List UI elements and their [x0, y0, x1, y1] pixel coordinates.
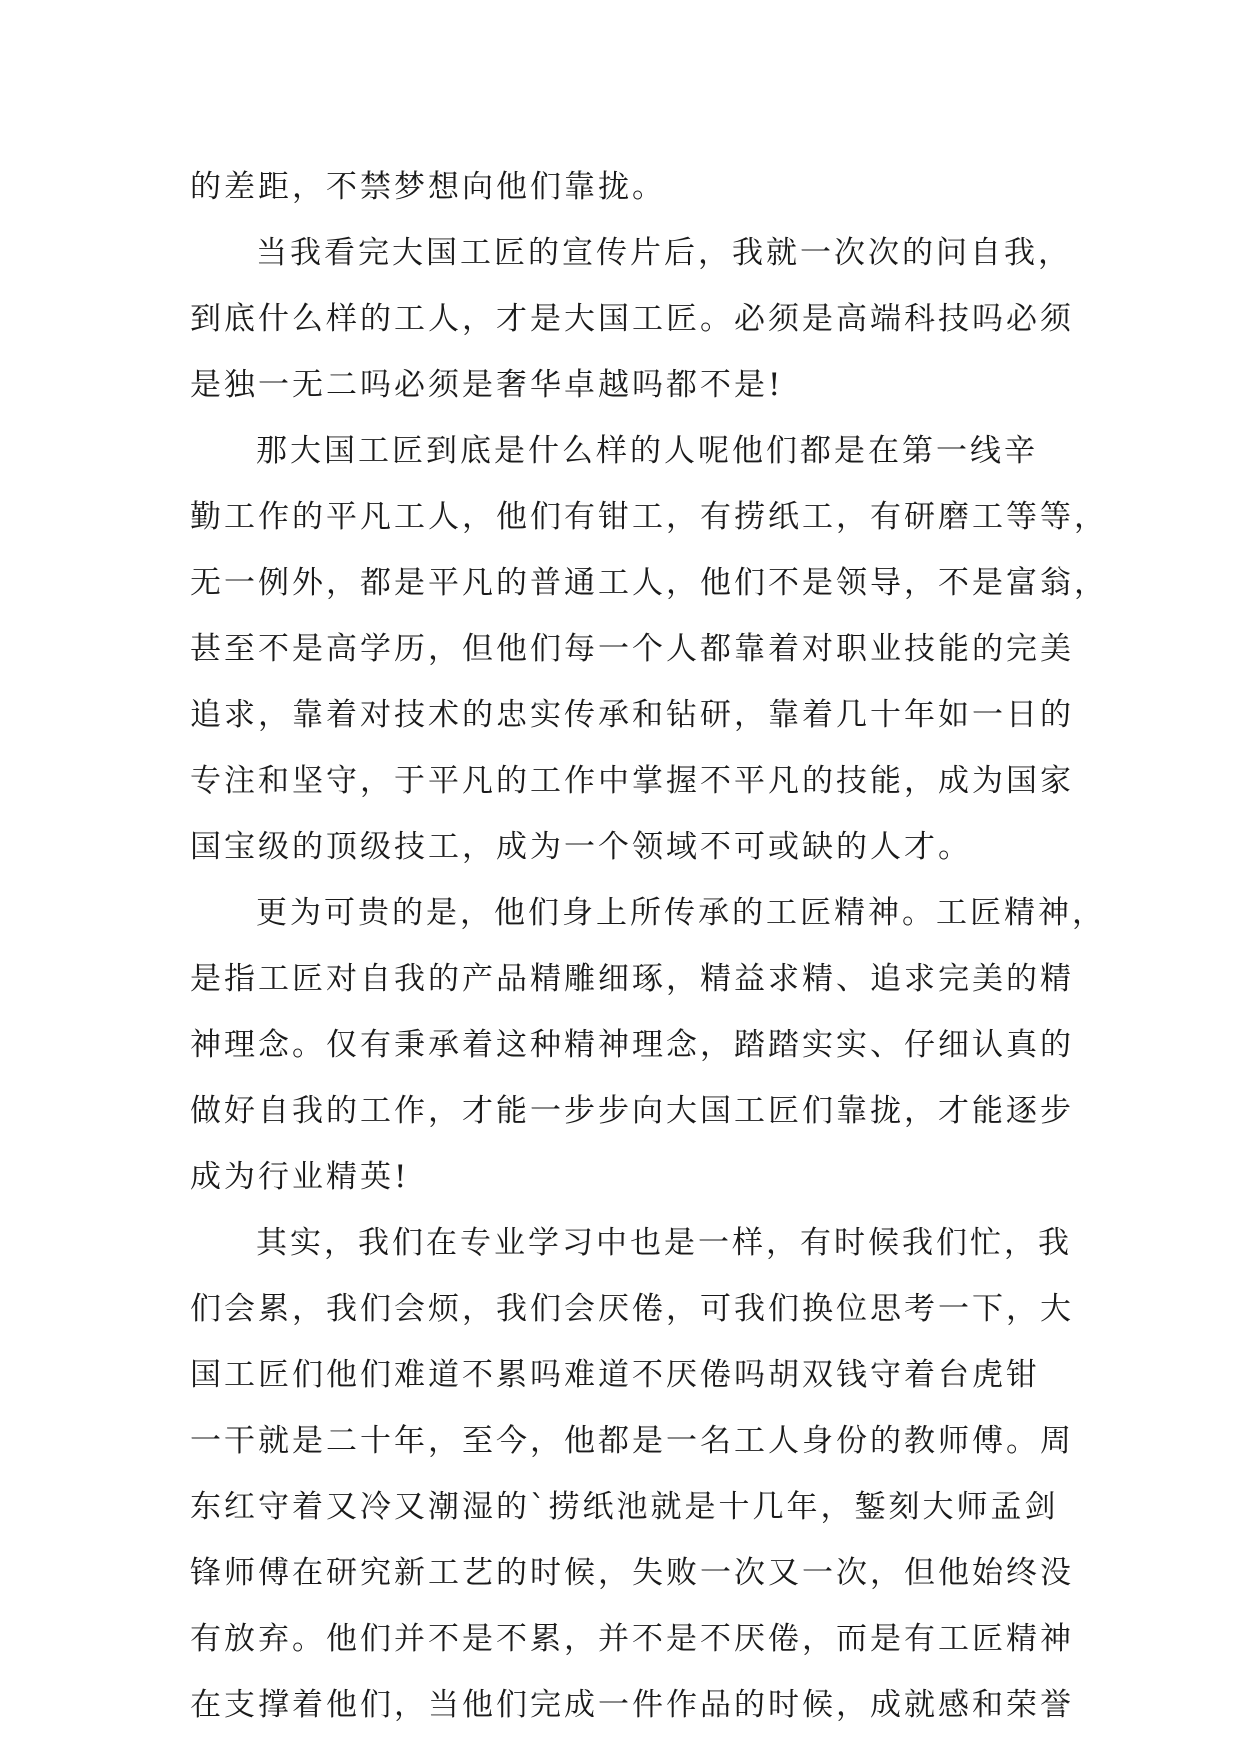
- text-line: 们会累，我们会烦，我们会厌倦，可我们换位思考一下，大: [190, 1291, 1074, 1327]
- text-line: 有放弃。他们并不是不累，并不是不厌倦，而是有工匠精神: [190, 1621, 1074, 1657]
- text-line: 神理念。仅有秉承着这种精神理念，踏踏实实、仔细认真的: [190, 1027, 1074, 1063]
- text-line: 是独一无二吗必须是奢华卓越吗都不是!: [190, 367, 784, 403]
- text-line: 国工匠们他们难道不累吗难道不厌倦吗胡双钱守着台虎钳: [190, 1357, 1040, 1393]
- text-line: 到底什么样的工人，才是大国工匠。必须是高端科技吗必须: [190, 301, 1074, 337]
- text-line: 锋师傅在研究新工艺的时候，失败一次又一次，但他始终没: [190, 1555, 1074, 1591]
- text-line: 东红守着又冷又潮湿的`捞纸池就是十几年，錾刻大师孟剑: [190, 1489, 1059, 1525]
- text-line: 专注和坚守，于平凡的工作中掌握不平凡的技能，成为国家: [190, 763, 1074, 799]
- text-line: 无一例外，都是平凡的普通工人，他们不是领导，不是富翁，: [190, 565, 1108, 601]
- text-line: 国宝级的顶级技工，成为一个领域不可或缺的人才。: [190, 829, 972, 865]
- text-line: 勤工作的平凡工人，他们有钳工，有捞纸工，有研磨工等等，: [190, 499, 1108, 535]
- body-text: [190, 154, 1108, 1738]
- text-line: 的差距，不禁梦想向他们靠拢。: [190, 169, 666, 205]
- paragraph-start-line: 更为可贵的是，他们身上所传承的工匠精神。工匠精神，: [256, 895, 1106, 931]
- paragraph-start-line: 那大国工匠到底是什么样的人呢他们都是在第一线辛: [256, 433, 1038, 469]
- text-line: 追求，靠着对技术的忠实传承和钻研，靠着几十年如一日的: [190, 697, 1074, 733]
- text-line: 是指工匠对自我的产品精雕细琢，精益求精、追求完美的精: [190, 961, 1074, 997]
- paragraph-start-line: 其实，我们在专业学习中也是一样，有时候我们忙，我: [256, 1225, 1072, 1261]
- text-line: 做好自我的工作，才能一步步向大国工匠们靠拢，才能逐步: [190, 1093, 1074, 1129]
- text-line: 甚至不是高学历，但他们每一个人都靠着对职业技能的完美: [190, 631, 1074, 667]
- text-line: 成为行业精英!: [190, 1159, 410, 1195]
- paragraph-start-line: 当我看完大国工匠的宣传片后，我就一次次的问自我，: [256, 235, 1072, 271]
- text-line: 在支撑着他们，当他们完成一件作品的时候，成就感和荣誉: [190, 1687, 1074, 1723]
- text-line: 一干就是二十年，至今，他都是一名工人身份的教师傅。周: [190, 1423, 1074, 1459]
